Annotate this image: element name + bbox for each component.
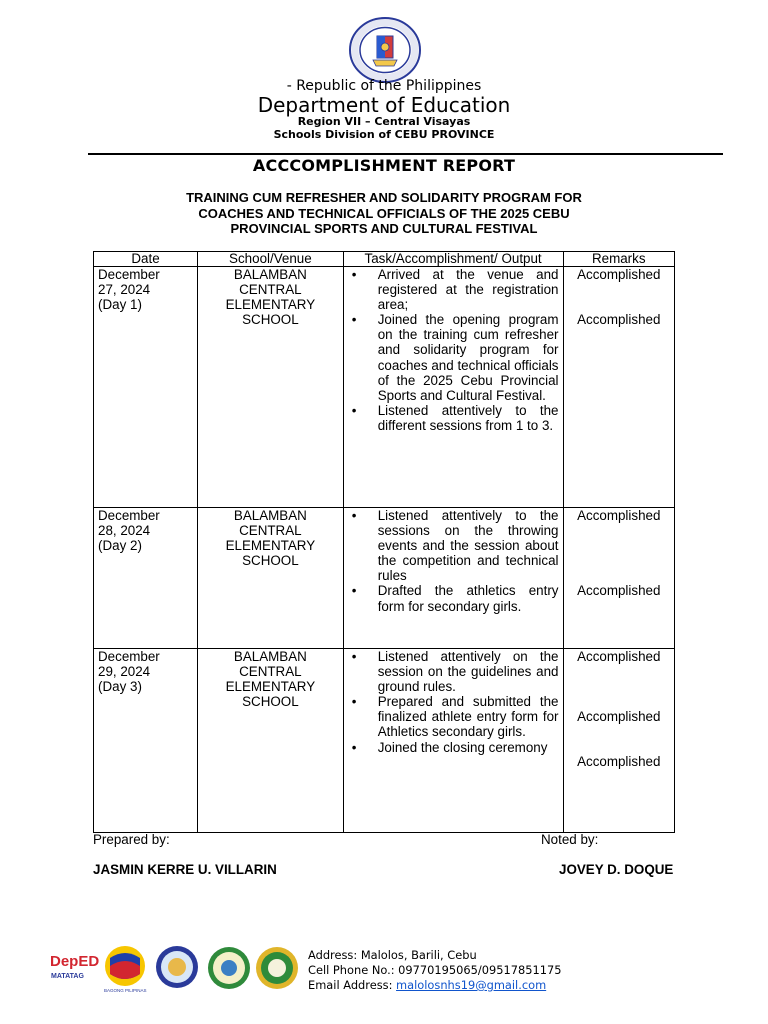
noted-by-name: JOVEY D. DOQUE: [559, 862, 674, 877]
date-cell: [94, 649, 198, 833]
subtitle-line: PROVINCIAL SPORTS AND CULTURAL FESTIVAL: [230, 221, 538, 236]
task-list: [348, 649, 559, 755]
header-divider: [88, 153, 723, 155]
footer-email-line: [308, 978, 561, 993]
municipal-seal-logo: [208, 947, 250, 989]
accomplishment-table: [93, 251, 675, 833]
region-line: Region VII – Central Visayas: [297, 115, 471, 128]
remarks-cell: [563, 267, 675, 508]
report-title: ACCCOMPLISHMENT REPORT: [252, 156, 516, 175]
table-row: [94, 508, 675, 649]
date-line: 28, 2024: [98, 523, 151, 539]
remark-text: Accomplished: [577, 267, 661, 282]
division-seal-logo: [156, 946, 198, 988]
date-line: December: [98, 267, 160, 282]
task-cell: [343, 508, 563, 649]
venue-cell: [198, 508, 344, 649]
table-row: [94, 649, 675, 833]
department-title: Department of Education: [257, 93, 511, 117]
remark-text: Accomplished: [577, 754, 661, 770]
report-subtitle: [150, 190, 618, 237]
task-cell: [343, 267, 563, 508]
remark-text: Accomplished: [577, 312, 661, 328]
footer-contact: [308, 948, 561, 993]
footer-email-label: Email Address:: [308, 978, 397, 992]
prepared-by-label: Prepared by:: [93, 832, 170, 847]
prepared-by-name: JASMIN KERRE U. VILLARIN: [93, 862, 277, 877]
noted-by-label: Noted by:: [541, 832, 599, 847]
bagong-pilipinas-logo: [104, 946, 147, 993]
date-line: December: [98, 649, 160, 664]
task-item: • Joined the closing ceremony: [378, 740, 559, 755]
venue-line: BALAMBAN: [233, 649, 307, 664]
footer-phone: Cell Phone No.: 09770195065/09517851175: [308, 963, 562, 977]
date-line: 29, 2024: [98, 664, 151, 680]
task-item: • Prepared and submitted the finalized athlete entry form for Athletics secondary girls.: [378, 694, 559, 739]
republic-line: - Republic of the Philippines: [286, 78, 482, 94]
venue-line: CENTRAL: [239, 664, 302, 680]
remark-text: Accomplished: [577, 709, 661, 725]
school-seal-logo: [256, 947, 298, 989]
venue-line: ELEMENTARY: [225, 297, 316, 313]
remark-text: Accomplished: [577, 649, 661, 664]
bagong-pilipinas-text: BAGONG PILIPINAS: [104, 988, 147, 993]
column-header-venue: School/Venue: [198, 252, 344, 267]
task-item: • Listened attentively to the sessions on the throwing events and the session about the competition and technical rules: [378, 508, 559, 583]
deped-matatag-logo: [50, 953, 99, 980]
task-item: • Listened attentively on the session on the guidelines and ground rules.: [378, 649, 559, 694]
division-line: Schools Division of CEBU PROVINCE: [273, 128, 495, 141]
task-item: • Drafted the athletics entry form for secondary girls.: [378, 583, 559, 613]
remarks-cell: [563, 649, 675, 833]
matatag-logo-text: MATATAG: [51, 973, 84, 980]
date-line: (Day 2): [98, 538, 142, 554]
venue-line: BALAMBAN: [233, 267, 307, 282]
footer-email-link[interactable]: malolosnhs19@gmail.com: [396, 978, 547, 992]
date-line: (Day 1): [98, 297, 142, 313]
column-header-task: Task/Accomplishment/ Output: [343, 252, 563, 267]
task-item: • Listened attentively to the different sessions from 1 to 3.: [378, 403, 559, 433]
task-cell: [343, 649, 563, 833]
date-cell: [94, 508, 198, 649]
task-item: • Arrived at the venue and registered at the registration area;: [378, 267, 559, 312]
table-header-row: [94, 252, 675, 267]
remarks-cell: [563, 508, 675, 649]
remark-text: Accomplished: [577, 583, 661, 599]
venue-line: CENTRAL: [239, 282, 302, 298]
footer-logos: [48, 944, 302, 994]
footer-address: Address: Malolos, Barili, Cebu: [308, 948, 477, 962]
venue-cell: [198, 649, 344, 833]
remark-text: Accomplished: [577, 508, 661, 523]
subtitle-line: TRAINING CUM REFRESHER AND SOLIDARITY PROGRAM FOR: [186, 190, 582, 205]
venue-line: ELEMENTARY: [225, 679, 316, 695]
venue-line: SCHOOL: [242, 694, 299, 710]
date-line: 27, 2024: [98, 282, 151, 298]
venue-line: BALAMBAN: [233, 508, 307, 523]
task-item: • Joined the opening program on the training cum refresher and solidarity program for coaches and technical officials of the 2025 Cebu Provincial Sports and Cultural Festival.: [378, 312, 559, 403]
deped-seal-logo: [348, 16, 422, 84]
date-cell: [94, 267, 198, 508]
venue-line: SCHOOL: [242, 312, 299, 328]
venue-line: CENTRAL: [239, 523, 302, 539]
task-list: [348, 508, 559, 614]
venue-line: SCHOOL: [242, 553, 299, 569]
date-line: (Day 3): [98, 679, 142, 695]
venue-cell: [198, 267, 344, 508]
column-header-remarks: Remarks: [563, 252, 675, 267]
venue-line: ELEMENTARY: [225, 538, 316, 554]
column-header-date: Date: [94, 252, 198, 267]
subtitle-line: COACHES AND TECHNICAL OFFICIALS OF THE 2025 CEBU: [198, 205, 570, 221]
date-line: December: [98, 508, 160, 523]
task-list: [348, 267, 559, 433]
table-row: [94, 267, 675, 508]
deped-logo-text: DepED: [50, 953, 100, 970]
